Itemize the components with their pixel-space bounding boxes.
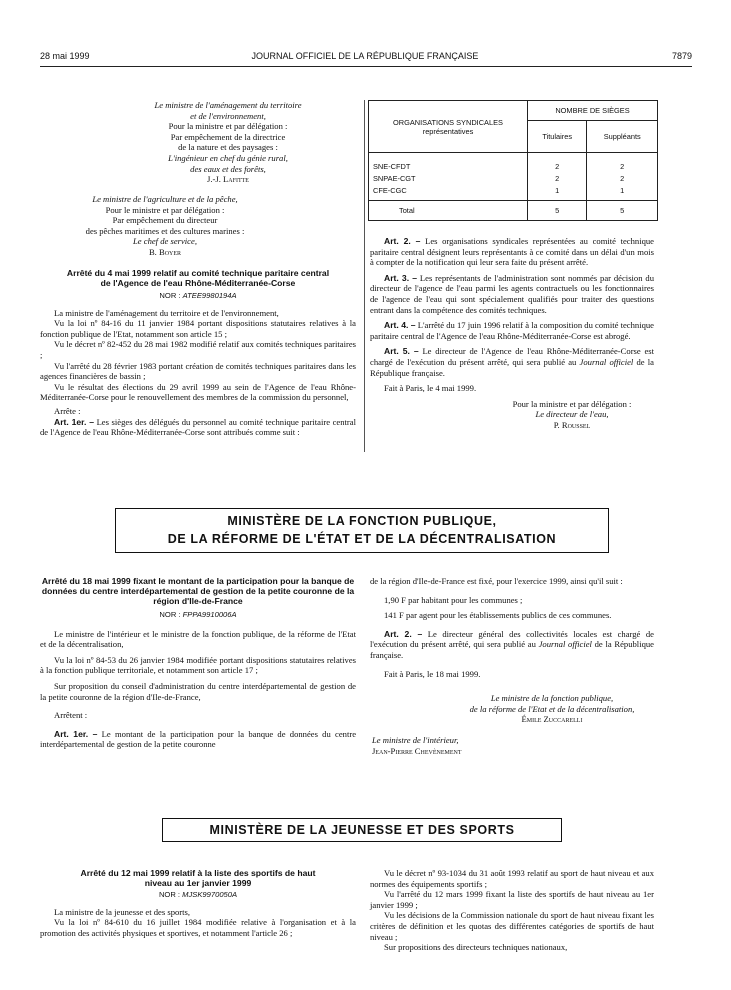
header-rule	[40, 66, 692, 67]
ministry-banner-fonction-publique: MINISTÈRE DE LA FONCTION PUBLIQUE, DE LA RÉFORME DE L'ÉTAT ET DE LA DÉCENTRALISATION	[115, 508, 609, 553]
arrete-1-nor: NOR : ATEE9980194A	[159, 291, 237, 300]
table-header-suppleants: Suppléants	[587, 121, 658, 153]
seats-table	[368, 100, 658, 221]
header-page: 7879	[671, 51, 692, 61]
arrete-1: Arrêté du 4 mai 1999 relatif au comité technique paritaire central de l'Agence de l'eau Rhône-Méditerranée-Corse NOR : ATEE9980194A La ministre de l'aménagement du territoire et de l'environnement, Vu la loi nº 84-16 du 11 janvier 1984 portant dispositions statutaires relatives à la fonction publique de l'Etat, notamment son article 15 ; Vu le décret nº 82-452 du 28 mai 1982 modifié relatif aux comités techniques paritaires ; Vu l'arrêté du 28 février 1983 portant création de comités techniques paritaires dans les agences financières de bassin ; Vu le résultat des élections du 29 avril 1999 au sein de l'Agence de l'eau Rhône-Méditerranée-Corse pour le renouvellement des membres de la commission du personnel, Arrête : Art. 1er. – Les sièges des délégués du personnel au comité technique paritaire central de l'Agence de l'eau Rhône-Méditerranée-Corse sont attribués comme suit :	[40, 268, 356, 438]
arrete-3-nor: NOR : MJSK9970050A	[158, 890, 238, 899]
arrete-2-title: Arrêté du 18 mai 1999 fixant le montant de la participation pour la banque de données du centre interdépartemental de gestion de la petite couronne de la région d'Ile-de-France	[41, 576, 355, 606]
signature-block-2: Le ministre de l'agriculture et de la pêche, Pour le ministre et par délégation : Par empêchement du directeur des pêches maritimes et des cultures marines : Le chef de service, B. Boyer	[85, 194, 245, 257]
header-date: 28 mai 1999	[40, 51, 90, 61]
arrete-1-title: Arrêté du 4 mai 1999 relatif au comité technique paritaire central de l'Agence de l'eau Rhône-Méditerranée-Corse	[66, 268, 330, 288]
table-row-org: SNE-CFDT	[373, 162, 411, 171]
arrete-2-nor: NOR : FPPA9910006A	[159, 610, 237, 619]
header-journal: JOURNAL OFFICIEL DE LA RÉPUBLIQUE FRANÇAISE	[251, 51, 479, 61]
arrete-2: Arrêté du 18 mai 1999 fixant le montant de la participation pour la banque de données du centre interdépartemental de gestion de la petite couronne de la région d'Ile-de-France NOR : FPPA9910006A Le ministre de l'intérieur et le ministre de la fonction publique, de la réforme de l'Etat et de la décentralisation, Vu la loi nº 84-53 du 26 janvier 1984 modifiée portant dispositions statutaires relatives à la fonction publique territoriale, et notamment son article 17 ; Sur proposition du conseil d'administration du centre interdépartemental de gestion de la petite couronne de la région d'Ile-de-France, Arrêtent : Art. 1er. – Le montant de la participation pour la banque de données du centre interdépartemental de gestion de la petite couronne	[40, 576, 357, 750]
table-total-row: Total 5 5	[369, 201, 658, 221]
arrete-2-continued: de la région d'Ile-de-France est fixé, pour l'exercice 1999, ainsi qu'il suit : 1,90 F par habitant pour les communes ; 141 F par agent pour les établissements publics de ces communes. Art. 2. – Le directeur général des collectivités locales est chargé de l'exécution du présent arrêté, qui sera publié au Journal officiel de la République française. Fait à Paris, le 18 mai 1999. Le ministre de la fonction publique, de la réforme de l'Etat et de la décentralisation, Émile Zuccarelli Le ministre de l'intérieur, Jean-Pierre Chevènement	[370, 576, 654, 756]
table-row-org: SNPAE-CGT	[373, 174, 416, 183]
table-header-org: ORGANISATIONS SYNDICALES représentatives	[369, 101, 528, 153]
arrete-3-title: Arrêté du 12 mai 1999 relatif à la liste des sportifs de haut niveau au 1er janvier 1999	[80, 868, 316, 888]
arrete-3: Arrêté du 12 mai 1999 relatif à la liste des sportifs de haut niveau au 1er janvier 1999 NOR : MJSK9970050A La ministre de la jeunesse et des sports, Vu la loi nº 84-610 du 16 juillet 1984 modifiée relative à l'organisation et à la promotion des activités physiques et sportives, et notamment l'article 26 ;	[40, 868, 356, 938]
table-header-titulaires: Titulaires	[528, 121, 587, 153]
signature-block-1: Le ministre de l'aménagement du territoire et de l'environnement, Pour la ministre et par délégation : Par empêchement de la directrice de la nature et des paysages : L'ingénieur en chef du génie rural, des eaux et des forêts, J.-J. Lafitte	[154, 100, 302, 185]
table-row-org: CFE-CGC	[373, 186, 407, 195]
column-divider	[364, 100, 365, 452]
table-body: SNE-CFDT SNPAE-CGT CFE-CGC 2 2 1 2 2 1	[369, 153, 658, 201]
table-header-seats: NOMBRE DE SIÈGES	[528, 101, 658, 121]
arrete-1-articles: Art. 2. – Les organisations syndicales représentées au comité technique paritaire central désignent leurs représentants à ce comité dans un délai d'un mois à compter de la notification qui leur sera faite du présent arrêté. Art. 3. – Les représentants de l'administration sont nommés par décision du directeur de l'agence de l'eau parmi les agents contractuels ou les fonctionnaires de l'agence de l'eau qui sont spécialement qualifiés pour traiter des questions entrant dans la compétence des comités techniques. Art. 4. – L'arrêté du 17 juin 1996 relatif à la composition du comité technique paritaire central de l'Agence de l'eau Rhône-Méditerranée-Corse est abrogé. Art. 5. – Le directeur de l'Agence de l'eau Rhône-Méditerranée-Corse est chargé de l'exécution du présent arrêté, qui sera publié au Journal officiel de la République française. Fait à Paris, le 4 mai 1999. Pour la ministre et par délégation : Le directeur de l'eau, P. Roussel	[370, 236, 654, 430]
arrete-3-continued: Vu le décret nº 93-1034 du 31 août 1993 relatif au sport de haut niveau et aux normes des équipements sportifs ; Vu l'arrêté du 12 mars 1999 fixant la liste des sportifs de haut niveau au 1er janvier 1999 ; Vu les décisions de la Commission nationale du sport de haut niveau fixant les critères de définition et les quotas des différentes catégories de sportifs de haut niveau ; Sur propositions des directeurs techniques nationaux,	[370, 868, 654, 953]
ministry-banner-jeunesse-sports: MINISTÈRE DE LA JEUNESSE ET DES SPORTS	[162, 818, 562, 842]
